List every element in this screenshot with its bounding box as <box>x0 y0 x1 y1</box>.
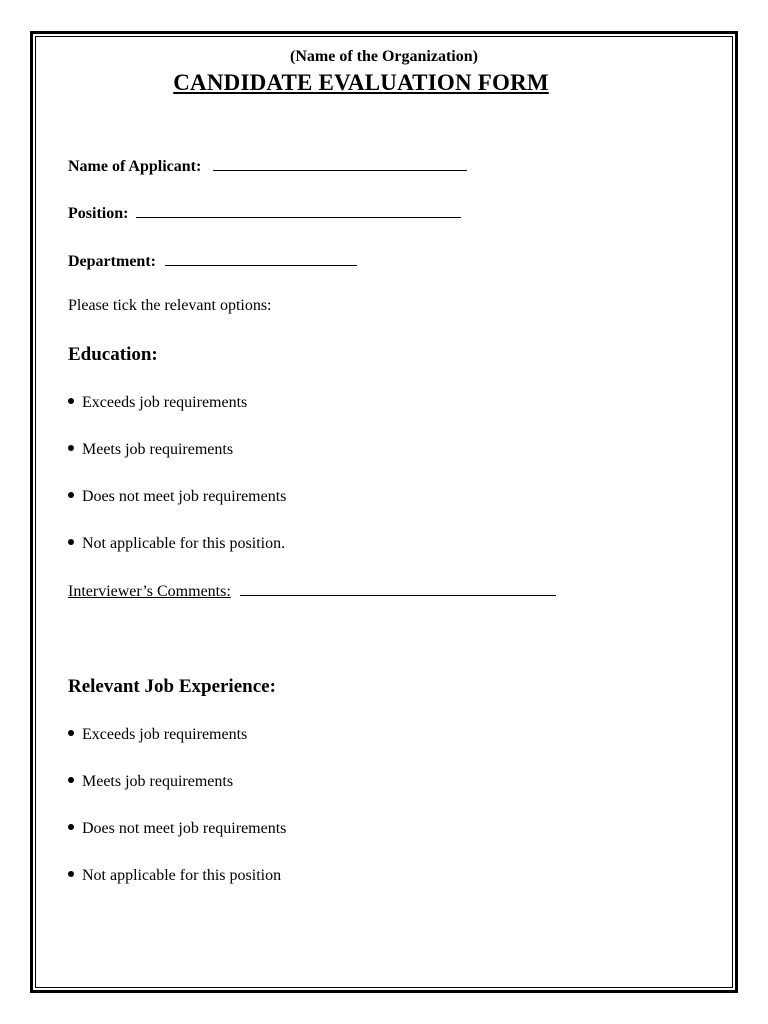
education-option-label: Does not meet job requirements <box>82 488 287 505</box>
education-comments-row <box>68 581 556 601</box>
experience-heading: Relevant Job Experience: <box>68 676 276 697</box>
experience-option-label: Not applicable for this position <box>82 867 282 884</box>
experience-option[interactable] <box>68 726 247 744</box>
education-option[interactable] <box>68 488 286 506</box>
education-option[interactable] <box>68 394 247 412</box>
experience-option-label: Does not meet job requirements <box>82 820 287 837</box>
bullet-icon <box>68 824 74 830</box>
bullet-icon <box>68 730 74 736</box>
experience-option-label: Meets job requirements <box>82 773 234 790</box>
bullet-icon <box>68 539 74 545</box>
bullet-icon <box>68 777 74 783</box>
education-option-label: Not applicable for this position. <box>82 535 286 552</box>
interviewer-comments-field[interactable] <box>240 581 556 596</box>
page-border-inner <box>35 36 733 988</box>
applicant-name-field[interactable] <box>213 156 467 171</box>
department-row <box>68 251 357 271</box>
experience-option[interactable] <box>68 820 286 838</box>
education-heading: Education: <box>68 344 158 365</box>
experience-option[interactable] <box>68 773 233 791</box>
form-title: CANDIDATE EVALUATION FORM <box>173 70 549 95</box>
position-row <box>68 203 461 223</box>
position-label: Position: <box>68 205 129 222</box>
department-field[interactable] <box>165 251 357 266</box>
department-label: Department: <box>68 253 156 270</box>
instruction-text: Please tick the relevant options: <box>68 297 272 314</box>
experience-option[interactable] <box>68 867 281 885</box>
education-option-label: Meets job requirements <box>82 441 234 458</box>
education-option[interactable] <box>68 535 285 553</box>
bullet-icon <box>68 871 74 877</box>
applicant-name-row <box>68 156 467 176</box>
applicant-name-label: Name of Applicant: <box>68 158 202 175</box>
interviewer-comments-label: Interviewer’s Comments: <box>68 583 231 600</box>
bullet-icon <box>68 445 74 451</box>
position-field[interactable] <box>136 203 461 218</box>
bullet-icon <box>68 492 74 498</box>
education-option-label: Exceeds job requirements <box>82 394 248 411</box>
organization-name: (Name of the Organization) <box>290 48 478 65</box>
education-option[interactable] <box>68 441 233 459</box>
experience-option-label: Exceeds job requirements <box>82 726 248 743</box>
bullet-icon <box>68 398 74 404</box>
